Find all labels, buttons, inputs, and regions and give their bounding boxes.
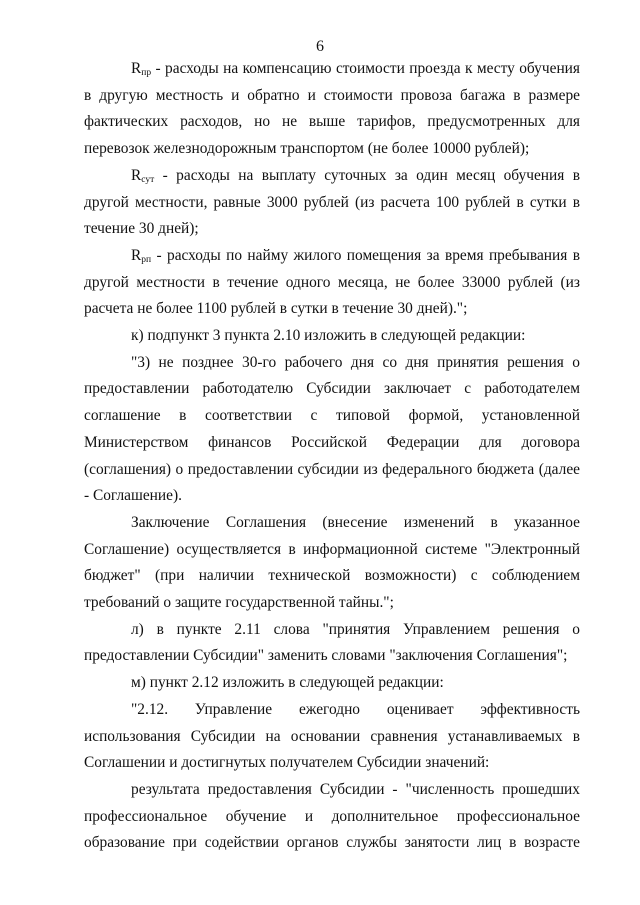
paragraph-r-sut [84, 163, 580, 243]
paragraph-2-12: "2.12. Управление ежегодно оценивает эффективность использования Субсидии на основании сравнения устанавливаемых в Соглашении и достигнутых получателем Субсидии значений: [84, 700, 580, 772]
paragraph-text: - расходы по найму жилого помещения за время пребывания в другой местности в течение одного месяца, не более 33000 рублей (из расчета не более 1100 рублей в сутки в течение 30 дней)."; [84, 246, 580, 318]
paragraph-result: результата предоставления Субсидии - "численность прошедших профессиональное обучение и дополнительное профессиональное образование при содействии органов службы занятости лиц в возрасте [84, 780, 580, 852]
formula-subscript: рп [141, 254, 152, 265]
formula-symbol: R [131, 60, 142, 77]
paragraph-r-rp [84, 243, 580, 323]
paragraph-text: - расходы на компенсацию стоимости проезда к месту обучения в другую местность и обратно и стоимости провоза багажа в размере фактических расходов, но не выше тарифов, предусмотренных для перевозок железнодорожным транспортом (не более 10000 рублей); [84, 60, 580, 158]
page-number: 6 [316, 38, 324, 55]
formula-subscript: сут [141, 174, 155, 185]
paragraph-conclusion: Заключение Соглашения (внесение изменений в указанное Соглашение) осуществляется в информационной системе "Электронный бюджет" (при наличии технической возможности) с соблюдением требований о защите государственной тайны."; [84, 513, 580, 612]
formula-symbol: R [131, 166, 142, 184]
paragraph-m: м) пункт 2.12 изложить в следующей редакции: [131, 674, 444, 692]
paragraph-k: к) подпункт 3 пункта 2.10 изложить в следующей редакции: [131, 327, 526, 345]
paragraph-l: л) в пункте 2.11 слова "принятия Управлением решения о предоставлении Субсидии" заменить словами "заключения Соглашения"; [84, 620, 580, 665]
paragraph-item-3: "3) не позднее 30-го рабочего дня со дня принятия решения о предоставлении работодателю Субсидии заключает с работодателем соглашение в соответствии с типовой формой, установленной Министерством финансов Российской Федерации для договора (соглашения) о предоставлении субсидии из федерального бюджета (далее - Соглашение). [84, 353, 580, 505]
paragraph-text: - расходы на выплату суточных за один месяц обучения в другой местности, равные 3000 рублей (из расчета 100 рублей в сутки в течение 30 дней); [84, 166, 580, 238]
formula-subscript: пр [141, 68, 152, 78]
formula-symbol: R [131, 246, 142, 264]
paragraph-r-pr [84, 56, 580, 163]
document-body [84, 56, 580, 857]
